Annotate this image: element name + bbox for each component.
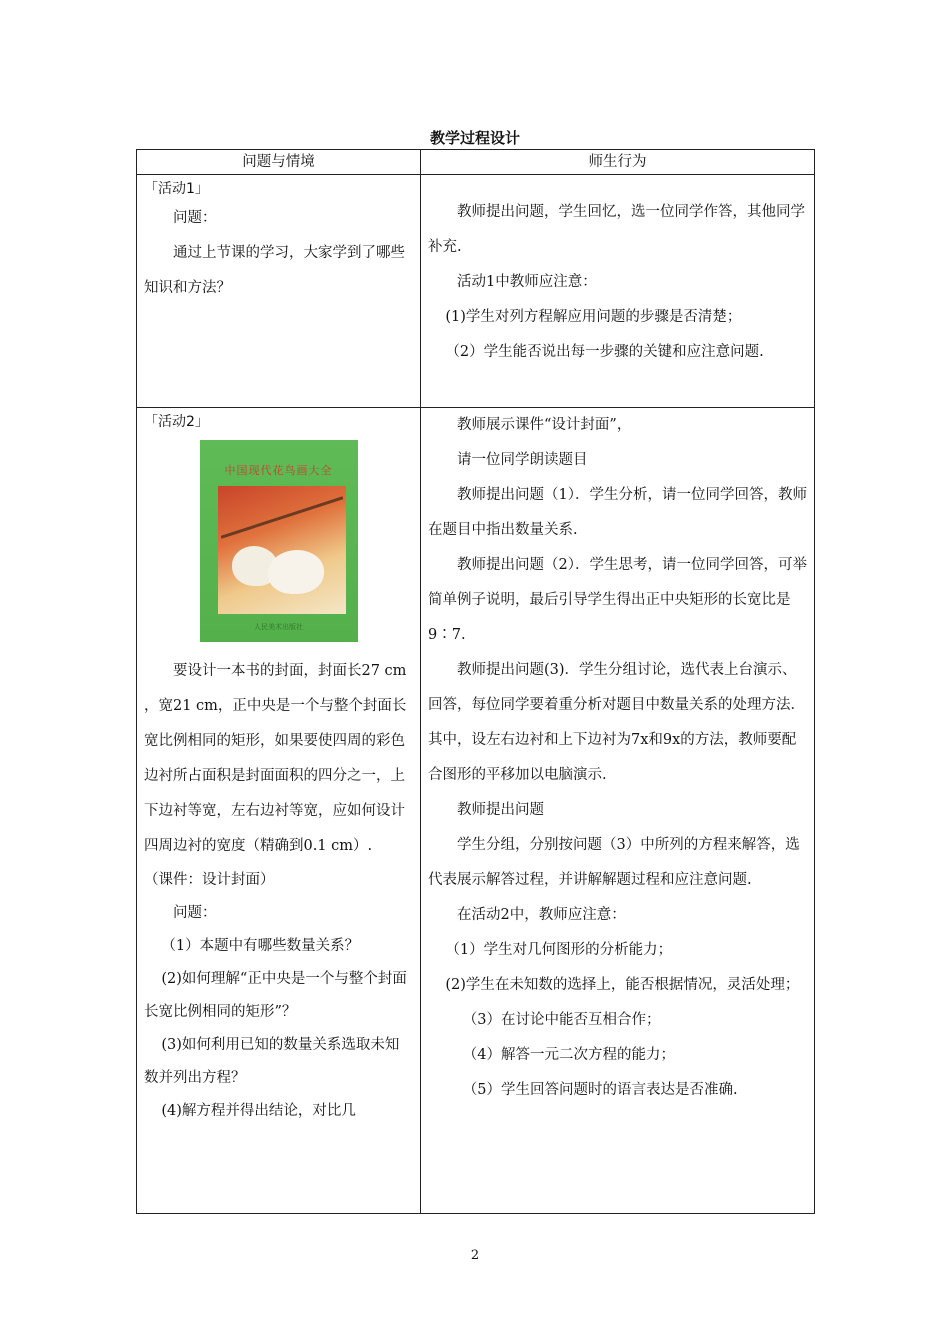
activity2-courseware-note: （课件：设计封面）	[144, 872, 275, 888]
activity2-right-cell	[421, 408, 815, 1214]
bird-right-shape	[268, 550, 324, 594]
activity1-right-p2: 活动1中教师应注意：	[457, 274, 597, 290]
header-left: 问题与情境	[137, 150, 421, 175]
activity1-right-p4: （2）学生能否说出每一步骤的关键和应注意问题.	[445, 344, 764, 360]
activity1-right-p1: 教师提出问题，学生回忆，选一位同学作答，其他同学补充.	[428, 204, 805, 255]
activity1-tag: 「活动1」	[144, 181, 209, 197]
activity2-tag: 「活动2」	[144, 414, 209, 430]
activity2-right-p12: （4）解答一元二次方程的能力；	[462, 1047, 676, 1063]
branch-shape	[220, 496, 343, 538]
activity1-question-text: 通过上节课的学习，大家学到了哪些知识和方法？	[144, 245, 405, 296]
teaching-process-table	[136, 149, 815, 1214]
page-title: 教学过程设计	[429, 129, 520, 147]
activity2-question-3: (3)如何利用已知的数量关系选取未知数并列出方程？	[144, 1037, 400, 1086]
activity2-right-p11: （3）在讨论中能否互相合作；	[462, 1012, 661, 1028]
activity1-right-p3: (1)学生对列方程解应用问题的步骤是否清楚；	[445, 309, 742, 325]
flower-bird-painting	[218, 486, 346, 614]
activity2-right-p5: 教师提出问题(3)．学生分组讨论，选代表上台演示、回答，每位同学要着重分析对题目中数量关系的处理方法．其中，设左右边衬和上下边衬为7x和9x的方法，教师要配合图形的平移加以电脑演示.	[428, 662, 805, 783]
activity1-question-label: 问题：	[173, 210, 217, 226]
header-row	[137, 150, 815, 175]
activity2-question-label: 问题：	[173, 905, 217, 921]
activity2-row	[137, 408, 815, 1214]
activity2-right-p6: 教师提出问题	[457, 802, 544, 818]
header-right: 师生行为	[421, 150, 815, 175]
activity2-right-p13: （5）学生回答问题时的语言表达是否准确.	[462, 1082, 738, 1098]
book-cover-publisher: 人民美术出版社	[254, 623, 303, 631]
page-number: 2	[470, 1248, 480, 1263]
activity2-right-p3: 教师提出问题（1）．学生分析，请一位同学回答，教师在题目中指出数量关系.	[428, 487, 807, 538]
book-cover-image-wrap	[144, 434, 413, 646]
activity2-question-4: (4)解方程并得出结论，对比几	[161, 1103, 356, 1119]
activity2-left-cell	[137, 408, 421, 1214]
activity2-question-1: （1）本题中有哪些数量关系？	[161, 938, 360, 954]
activity2-right-p1: 教师展示课件“设计封面”，	[457, 417, 632, 433]
activity2-problem-text: 要设计一本书的封面，封面长27 cm ，宽21 cm，正中央是一个与整个封面长宽比例相同的矩形，如果要使四周的彩色边衬所占面积是封面面积的四分之一，上下边衬等宽，左右边衬等宽，应如何设计四周边衬的宽度（精确到0.1 cm）.	[144, 663, 407, 854]
activity1-row	[137, 175, 815, 408]
book-cover-title: 中国现代花鸟画大全	[224, 464, 333, 477]
activity2-right-p2: 请一位同学朗读题目	[457, 452, 588, 468]
activity1-left-cell	[137, 175, 421, 408]
activity2-question-2: (2)如何理解“正中央是一个与整个封面长宽比例相同的矩形”？	[144, 971, 407, 1020]
activity1-right-cell	[421, 175, 815, 408]
activity2-right-p8: 在活动2中，教师应注意：	[457, 907, 626, 923]
activity2-right-p9: （1）学生对几何图形的分析能力；	[445, 942, 673, 958]
activity2-right-p4: 教师提出问题（2）．学生思考，请一位同学回答，可举简单例子说明，最后引导学生得出正中央矩形的长宽比是9∶7.	[428, 557, 807, 643]
activity2-right-p10: (2)学生在未知数的选择上，能否根据情况，灵活处理；	[445, 977, 800, 993]
book-cover-image	[200, 440, 358, 642]
activity2-right-p7: 学生分组，分别按问题（3）中所列的方程来解答，选代表展示解答过程，并讲解解题过程和应注意问题.	[428, 837, 800, 888]
